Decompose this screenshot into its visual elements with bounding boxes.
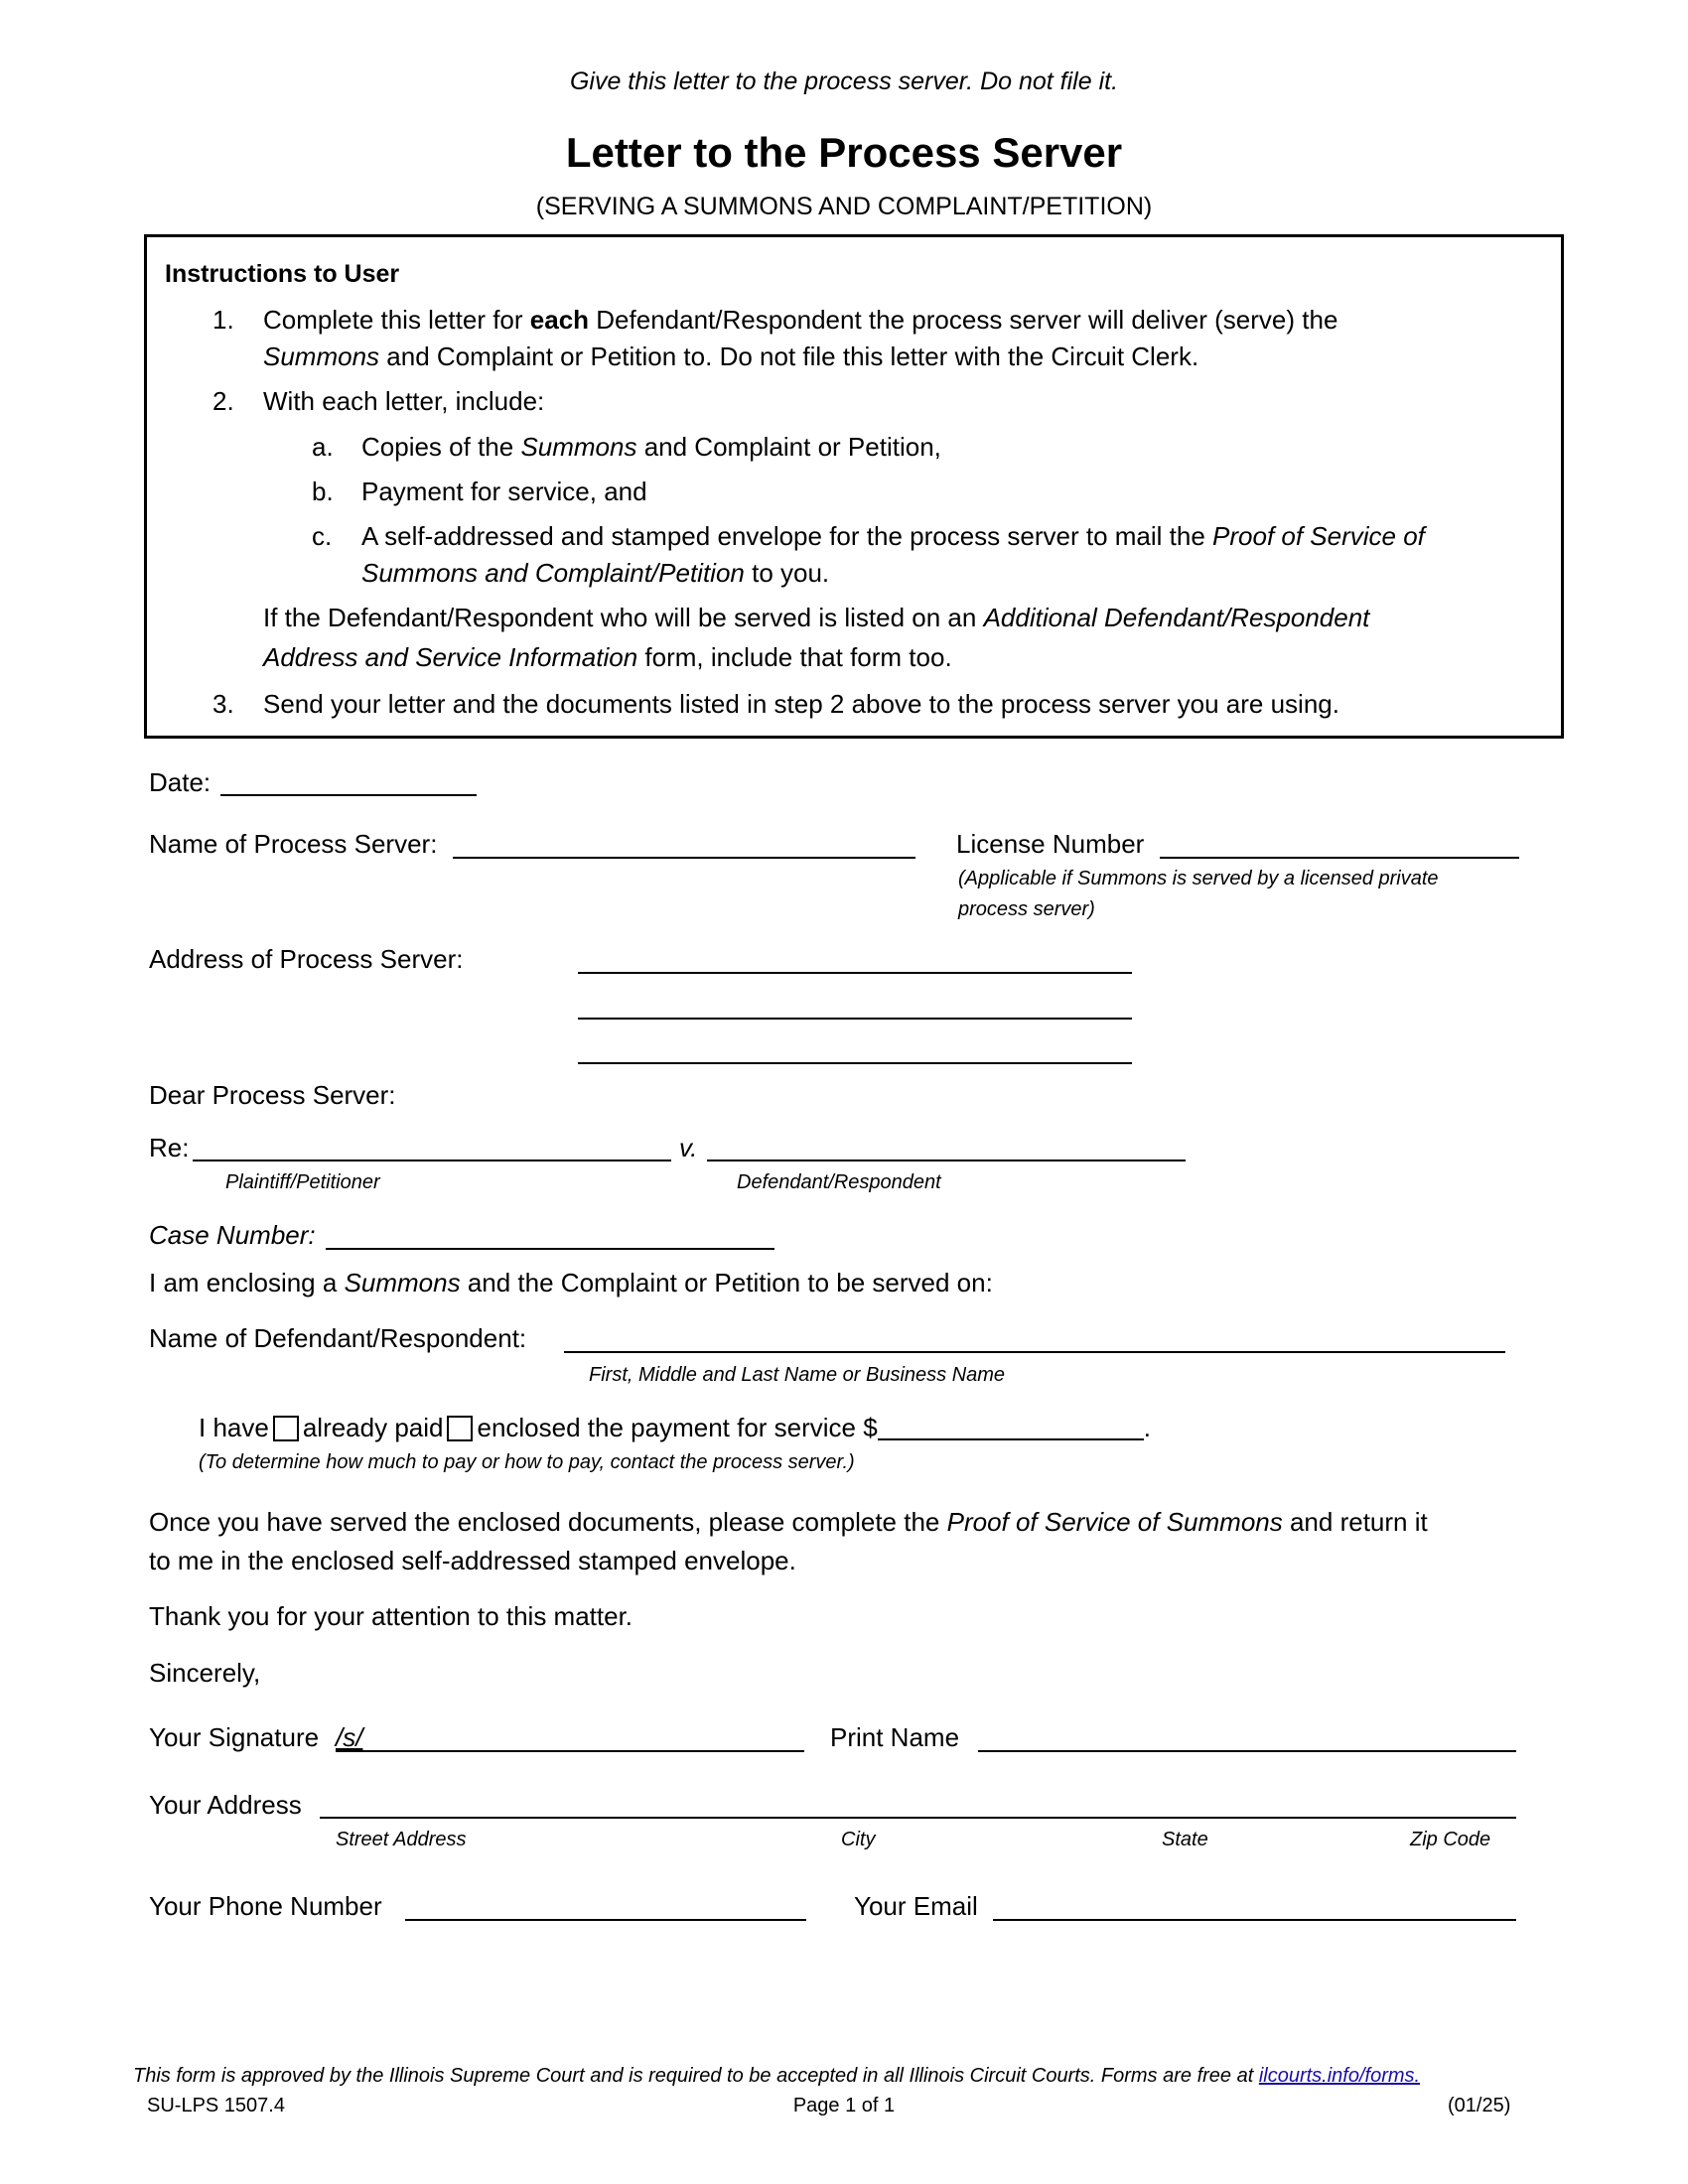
- closing-pre: Once you have served the enclosed documents, please complete the: [149, 1507, 947, 1537]
- step-2-note-line-1: [263, 602, 1369, 633]
- defendant-name-label: Name of Defendant/Respondent:: [149, 1323, 527, 1353]
- your-address-field[interactable]: [320, 1817, 1516, 1819]
- signature-value[interactable]: /s/: [336, 1722, 363, 1752]
- step-2-number: 2.: [212, 386, 234, 416]
- page-title: Letter to the Process Server: [565, 129, 1123, 176]
- email-field[interactable]: [993, 1919, 1516, 1921]
- enclosing-post: and the Complaint or Petition to be served on:: [460, 1268, 993, 1297]
- process-server-name-field[interactable]: [453, 857, 915, 859]
- step-2c-letter: c.: [312, 521, 333, 551]
- approval-statement: [133, 2063, 1420, 2089]
- street-address-caption: Street Address: [336, 1829, 467, 1850]
- closing-line-2: to me in the enclosed self-addressed stamped envelope.: [149, 1546, 796, 1575]
- state-caption: State: [1162, 1829, 1208, 1850]
- summons-ref: Summons: [263, 341, 380, 371]
- date-label: Date:: [149, 767, 211, 797]
- step-1-emphasis: each: [529, 305, 590, 335]
- process-server-address-line-1[interactable]: [578, 972, 1132, 974]
- step-1-number: 1.: [212, 305, 234, 335]
- date-field[interactable]: [220, 794, 477, 796]
- step-2a-letter: a.: [312, 432, 334, 462]
- process-server-name-label: Name of Process Server:: [149, 829, 438, 859]
- thanks-text: Thank you for your attention to this matter.: [149, 1601, 633, 1631]
- step-2c-post: to you.: [744, 558, 830, 588]
- step-1-line-1: [263, 304, 1337, 336]
- versus-label: v.: [679, 1133, 698, 1162]
- step-2a-text: [361, 431, 941, 463]
- plaintiff-caption: Plaintiff/Petitioner: [225, 1171, 380, 1193]
- greeting: Dear Process Server:: [149, 1080, 396, 1110]
- enclosing-statement: [149, 1267, 993, 1298]
- step-1-text: Complete this letter for: [263, 305, 530, 335]
- step-1-text-end: and Complaint or Petition to. Do not file this letter with the Circuit Clerk.: [379, 341, 1199, 371]
- your-address-label: Your Address: [149, 1790, 302, 1820]
- print-name-label: Print Name: [830, 1722, 960, 1752]
- zip-code-caption: Zip Code: [1410, 1829, 1491, 1850]
- defendant-name-field[interactable]: [564, 1351, 1505, 1353]
- payment-period: .: [1143, 1413, 1151, 1442]
- closing-post: and return it: [1282, 1507, 1428, 1537]
- page-subtitle: (SERVING A SUMMONS AND COMPLAINT/PETITION): [535, 193, 1153, 220]
- form-code: SU-LPS 1507.4: [147, 2095, 285, 2116]
- already-paid-checkbox[interactable]: [273, 1416, 299, 1441]
- step-2c-line-1: [361, 520, 1425, 552]
- phone-label: Your Phone Number: [149, 1891, 382, 1921]
- step-2a-post: and Complaint or Petition,: [636, 432, 941, 462]
- already-paid-label: already paid: [302, 1413, 444, 1442]
- additional-form-ref-cont: Address and Service Information: [263, 642, 638, 672]
- phone-field[interactable]: [405, 1919, 806, 1921]
- enclosed-payment-label: enclosed the payment for service $: [477, 1413, 878, 1442]
- step-2b-letter: b.: [312, 477, 334, 506]
- defendant-field[interactable]: [707, 1160, 1186, 1161]
- payment-note: (To determine how much to pay or how to pay, contact the process server.): [199, 1451, 855, 1473]
- enclosed-payment-checkbox[interactable]: [447, 1416, 473, 1441]
- enclosing-summons: Summons: [344, 1268, 461, 1297]
- license-note-line-1: (Applicable if Summons is served by a licensed private: [958, 868, 1439, 889]
- step-2b-text: Payment for service, and: [361, 477, 647, 506]
- step-1-text-cont: Defendant/Respondent the process server will deliver (serve) the: [589, 305, 1338, 335]
- step-1-line-2: [263, 341, 1198, 372]
- sincerely-text: Sincerely,: [149, 1658, 261, 1688]
- email-label: Your Email: [854, 1891, 978, 1921]
- process-server-address-line-2[interactable]: [578, 1018, 1132, 1020]
- case-number-label: Case Number:: [149, 1220, 316, 1250]
- additional-form-ref: Additional Defendant/Respondent: [983, 603, 1370, 632]
- filing-notice: Give this letter to the process server. Do not file it.: [569, 68, 1119, 95]
- closing-line-1: [149, 1506, 1428, 1538]
- proof-of-service-ref: Proof of Service of Summons: [946, 1507, 1283, 1537]
- step-2-note-pre: If the Defendant/Respondent who will be served is listed on an: [263, 603, 984, 632]
- step-3-number: 3.: [212, 689, 234, 719]
- step-2-note-line-2: [263, 641, 952, 673]
- step-2c-pre: A self-addressed and stamped envelope for the process server to mail the: [361, 521, 1213, 551]
- re-label: Re:: [149, 1133, 190, 1162]
- city-caption: City: [841, 1829, 876, 1850]
- plaintiff-field[interactable]: [193, 1160, 671, 1161]
- process-server-address-line-3[interactable]: [578, 1062, 1132, 1064]
- defendant-caption: Defendant/Respondent: [737, 1171, 941, 1193]
- print-name-field[interactable]: [978, 1750, 1516, 1752]
- defendant-name-caption: First, Middle and Last Name or Business Name: [589, 1364, 1006, 1386]
- case-number-field[interactable]: [326, 1248, 774, 1250]
- i-have-text: I have: [199, 1413, 269, 1442]
- enclosing-pre: I am enclosing a: [149, 1268, 345, 1297]
- payment-line: [199, 1412, 1151, 1443]
- step-3-text: Send your letter and the documents listed in step 2 above to the process server you are using.: [263, 689, 1339, 719]
- instructions-heading: Instructions to User: [165, 260, 400, 288]
- license-note-line-2: process server): [958, 898, 1095, 920]
- ilcourts-forms-link[interactable]: ilcourts.info/forms.: [1258, 2065, 1421, 2087]
- step-2-note-post: form, include that form too.: [637, 642, 952, 672]
- process-server-address-label: Address of Process Server:: [149, 944, 464, 974]
- step-2c-line-2: [361, 557, 829, 589]
- license-number-label: License Number: [956, 829, 1145, 859]
- step-2a-summons: Summons: [520, 432, 637, 462]
- signature-label: Your Signature: [149, 1722, 320, 1752]
- step-2a-pre: Copies of the: [361, 432, 521, 462]
- approval-text: This form is approved by the Illinois Supreme Court and is required to be accepted in all Illinois Circuit Courts. Forms are free at: [133, 2065, 1259, 2087]
- step-2c-proof-ref-cont: Summons and Complaint/Petition: [361, 558, 745, 588]
- payment-amount-field[interactable]: [878, 1417, 1144, 1440]
- step-2c-proof-ref: Proof of Service of: [1212, 521, 1425, 551]
- license-number-field[interactable]: [1160, 857, 1519, 859]
- page-number: Page 1 of 1: [792, 2095, 896, 2116]
- step-2-text: With each letter, include:: [263, 386, 545, 416]
- revision-date: (01/25): [1448, 2095, 1511, 2116]
- signature-field[interactable]: [336, 1750, 804, 1752]
